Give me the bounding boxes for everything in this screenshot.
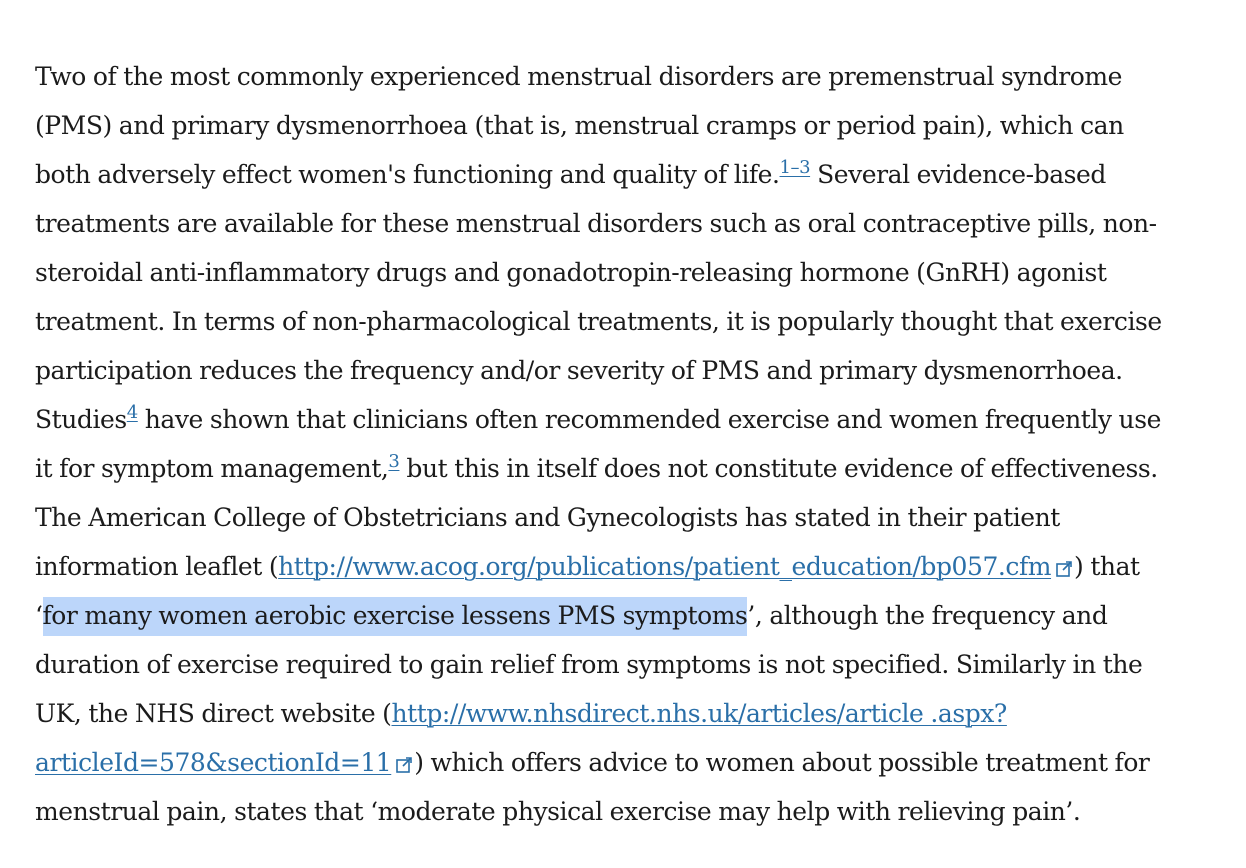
citation-link-4[interactable]: 4 [126, 402, 138, 423]
paragraph-line: menstrual pain, states that ‘moderate physical exercise may help with relieving pain’. [35, 797, 1081, 826]
nhs-external-link-part1[interactable]: http://www.nhsdirect.nhs.uk/articles/article .aspx? [391, 699, 1007, 728]
paragraph-line: it for symptom management,$^3$ but this in itself does not constitute evidence of effectiveness. [35, 451, 1158, 483]
paragraph-line: information leaflet (http://www.acog.org/publications/patient_education/bp057.cfm ) that [35, 542, 1235, 591]
paragraph-line: duration of exercise required to gain relief from symptoms is not specified. Similarly in the [35, 650, 1143, 679]
nhs-external-link-part2[interactable]: articleId=578&sectionId=11 [35, 748, 392, 777]
paragraph-line: steroidal anti-inflammatory drugs and gonadotropin-releasing hormone (GnRH) agonist [35, 258, 1107, 287]
paragraph-line: treatments are available for these menstrual disorders such as oral contraceptive pills, non- [35, 209, 1157, 238]
citation-link-1-3[interactable]: 1–3 [779, 157, 811, 178]
paragraph-line: Studies$^4$ have shown that clinicians often recommended exercise and women frequently use [35, 402, 1161, 434]
paragraph-line: articleId=578&sectionId=11 ) which offers advice to women about possible treatment for [35, 738, 1235, 787]
paragraph-line: The American College of Obstetricians and Gynecologists has stated in their patient [35, 503, 1060, 532]
paragraph-line: treatment. In terms of non-pharmacological treatments, it is popularly thought that exercise [35, 307, 1162, 336]
paragraph-line: (PMS) and primary dysmenorrhoea (that is, menstrual cramps or period pain), which can [35, 111, 1124, 140]
paragraph-line: Two of the most commonly experienced menstrual disorders are premenstrual syndrome [35, 62, 1122, 91]
paragraph-line: ‘for many women aerobic exercise lessens PMS symptoms’, although the frequency and [35, 591, 1235, 640]
external-link-icon[interactable] [1055, 545, 1073, 594]
highlighted-text-selection: for many women aerobic exercise lessens PMS symptoms [43, 597, 748, 636]
citation-link-3[interactable]: 3 [388, 451, 400, 472]
paragraph-line: UK, the NHS direct website (http://www.nhsdirect.nhs.uk/articles/article .aspx? [35, 699, 1007, 728]
acog-external-link[interactable]: http://www.acog.org/publications/patient_education/bp057.cfm [278, 552, 1052, 581]
article-paragraph [35, 52, 1235, 836]
paragraph-line: both adversely effect women's functioning and quality of life.$^{1-3}$ Several evidence-based [35, 157, 1106, 189]
external-link-icon[interactable] [395, 741, 413, 790]
paragraph-line: participation reduces the frequency and/or severity of PMS and primary dysmenorrhoea. [35, 356, 1123, 385]
